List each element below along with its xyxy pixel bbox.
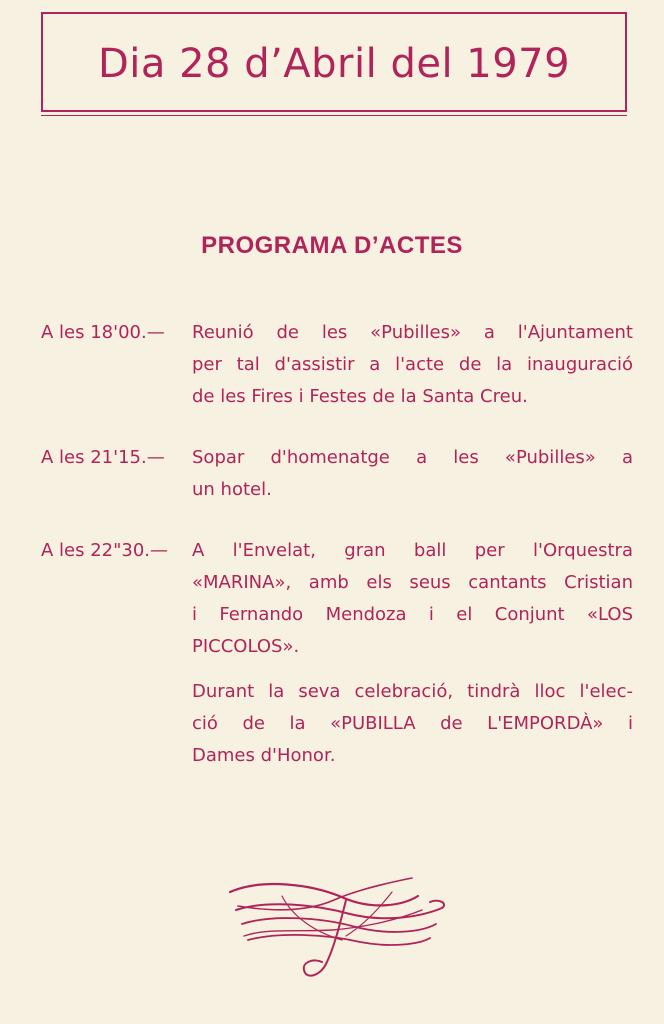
date-title: Dia 28 d’Abril del 1979 xyxy=(97,41,571,87)
event-description-3 xyxy=(192,535,633,663)
title-frame xyxy=(41,12,627,112)
calligraphic-flourish-icon xyxy=(222,870,448,986)
event-note-3 xyxy=(192,676,633,772)
event-description-2 xyxy=(192,442,633,506)
event-time-2: A les 21'15.— xyxy=(41,447,165,468)
event-2-line-1: Sopar d'homenatge a les «Pubilles» a xyxy=(192,447,633,468)
event-1-line-2: per tal d'assistir a l'acte de la inauguració xyxy=(192,354,633,375)
event-3-note-line-3: Dames d'Honor. xyxy=(192,745,336,766)
event-3-line-2: «MARINA», amb els seus cantants Cristian xyxy=(192,572,633,593)
event-3-note-line-1: Durant la seva celebració, tindrà lloc l'elec- xyxy=(192,681,633,702)
event-description-1 xyxy=(192,317,633,413)
event-1-line-3: de les Fires i Festes de la Santa Creu. xyxy=(192,386,528,407)
event-3-line-4: PICCOLOS». xyxy=(192,636,300,657)
event-2-line-2: un hotel. xyxy=(192,479,272,500)
event-3-line-1: A l'Envelat, gran ball per l'Orquestra xyxy=(192,540,633,561)
programme-heading: PROGRAMA D’ACTES xyxy=(201,232,463,259)
event-1-line-1: Reunió de les «Pubilles» a l'Ajuntament xyxy=(192,322,633,343)
event-3-line-3: i Fernando Mendoza i el Conjunt «LOS xyxy=(192,604,633,625)
event-3-note-line-2: ció de la «PUBILLA de L'EMPORDÀ» i xyxy=(192,713,633,734)
event-time-3: A les 22"30.— xyxy=(41,540,169,561)
event-time-1: A les 18'00.— xyxy=(41,322,165,343)
